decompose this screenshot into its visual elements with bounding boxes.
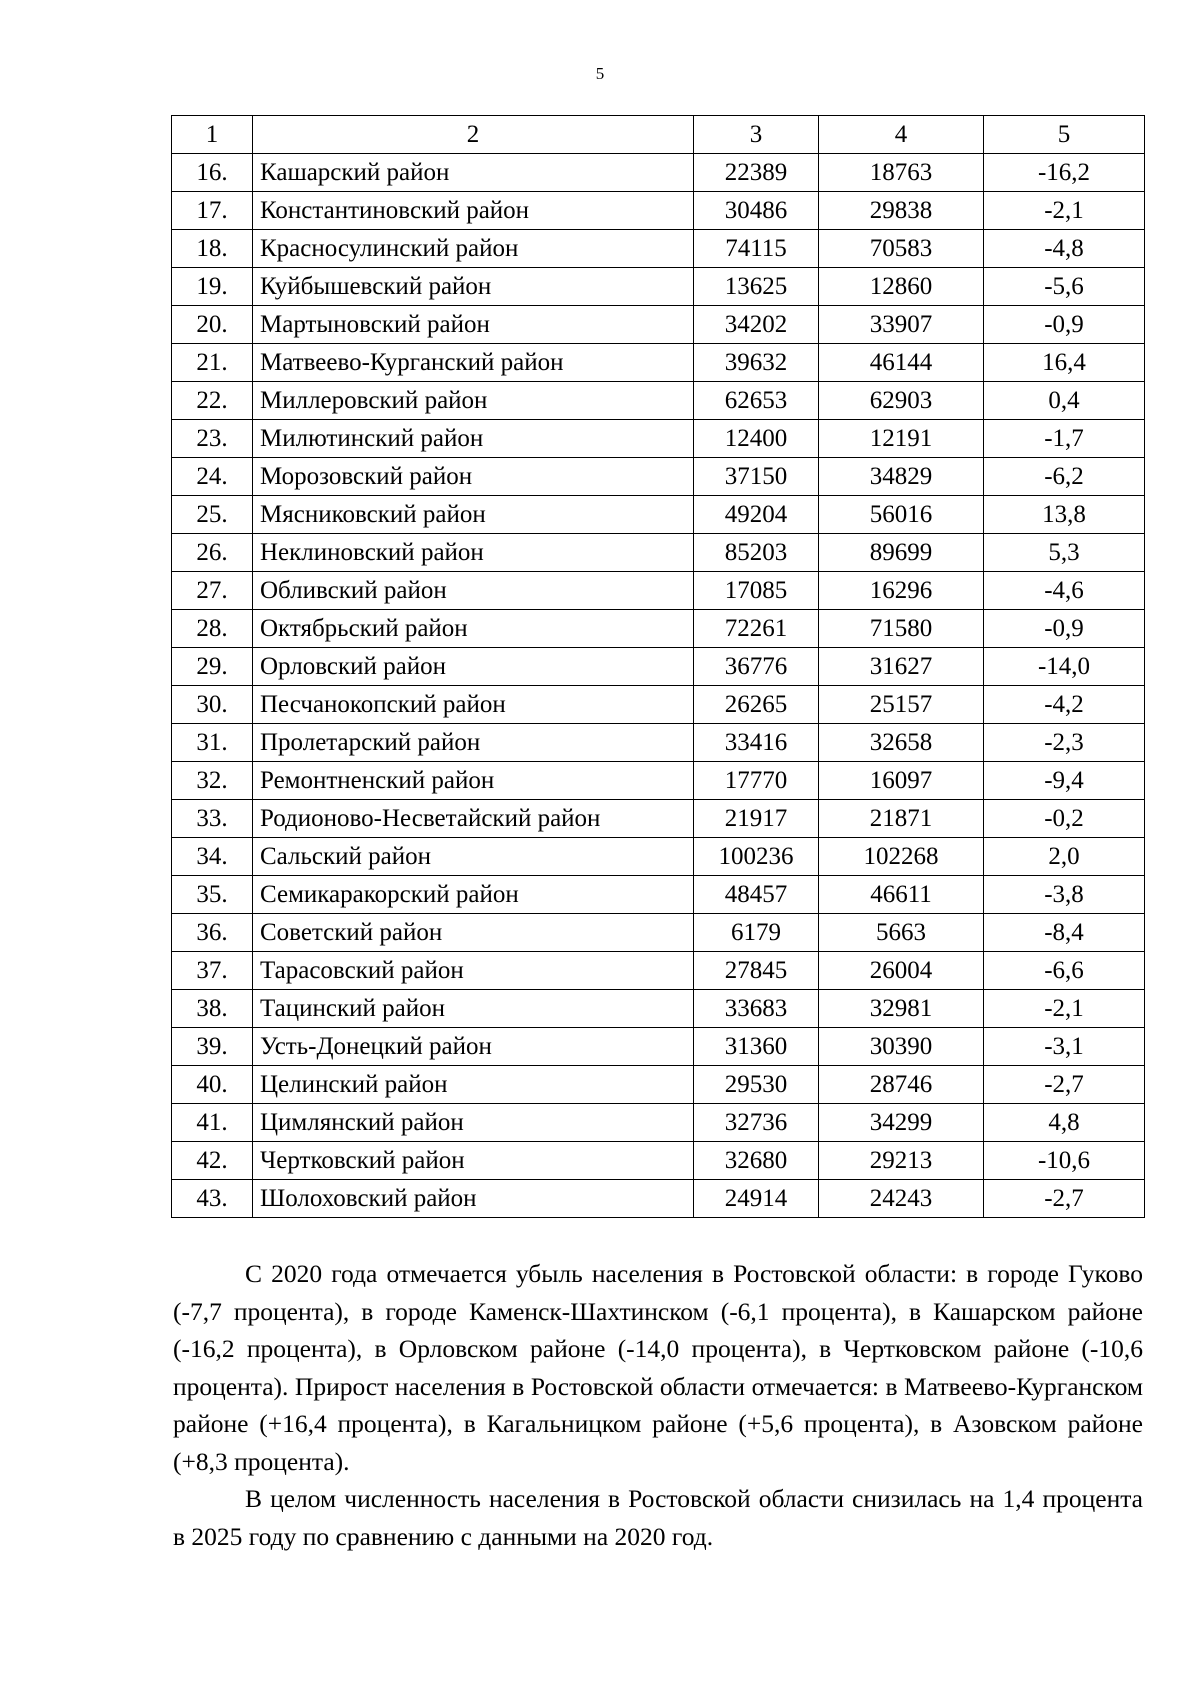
value-col3-cell: 17085 xyxy=(694,572,819,610)
value-col3-cell: 48457 xyxy=(694,876,819,914)
body-text xyxy=(173,1255,1143,1555)
row-number-cell: 40. xyxy=(172,1066,253,1104)
row-number-cell: 25. xyxy=(172,496,253,534)
percent-change-cell: 5,3 xyxy=(984,534,1145,572)
percent-change-cell: -6,2 xyxy=(984,458,1145,496)
district-name-cell: Тарасовский район xyxy=(253,952,694,990)
district-name-cell: Советский район xyxy=(253,914,694,952)
percent-change-cell: -6,6 xyxy=(984,952,1145,990)
value-col4-cell: 16097 xyxy=(819,762,984,800)
table-row xyxy=(172,268,1145,306)
district-name-cell: Родионово-Несветайский район xyxy=(253,800,694,838)
value-col3-cell: 26265 xyxy=(694,686,819,724)
percent-change-cell: -2,1 xyxy=(984,192,1145,230)
value-col3-cell: 29530 xyxy=(694,1066,819,1104)
row-number-cell: 18. xyxy=(172,230,253,268)
table-row xyxy=(172,1142,1145,1180)
percent-change-cell: -14,0 xyxy=(984,648,1145,686)
value-col3-cell: 13625 xyxy=(694,268,819,306)
value-col4-cell: 33907 xyxy=(819,306,984,344)
value-col3-cell: 39632 xyxy=(694,344,819,382)
value-col4-cell: 34829 xyxy=(819,458,984,496)
value-col3-cell: 33416 xyxy=(694,724,819,762)
paragraph: В целом численность населения в Ростовской области снизилась на 1,4 процента в 2025 году по сравнению с данными на 2020 год. xyxy=(173,1484,1143,1551)
row-number-cell: 17. xyxy=(172,192,253,230)
percent-change-cell: -10,6 xyxy=(984,1142,1145,1180)
district-name-cell: Усть-Донецкий район xyxy=(253,1028,694,1066)
column-header: 2 xyxy=(253,116,694,154)
district-name-cell: Миллеровский район xyxy=(253,382,694,420)
row-number-cell: 22. xyxy=(172,382,253,420)
row-number-cell: 35. xyxy=(172,876,253,914)
row-number-cell: 20. xyxy=(172,306,253,344)
row-number-cell: 38. xyxy=(172,990,253,1028)
value-col3-cell: 30486 xyxy=(694,192,819,230)
value-col4-cell: 21871 xyxy=(819,800,984,838)
row-number-cell: 36. xyxy=(172,914,253,952)
value-col4-cell: 16296 xyxy=(819,572,984,610)
row-number-cell: 31. xyxy=(172,724,253,762)
table-header-row xyxy=(172,116,1145,154)
value-col3-cell: 85203 xyxy=(694,534,819,572)
table-row xyxy=(172,1180,1145,1218)
column-header: 1 xyxy=(172,116,253,154)
table-row xyxy=(172,572,1145,610)
row-number-cell: 27. xyxy=(172,572,253,610)
value-col3-cell: 62653 xyxy=(694,382,819,420)
value-col3-cell: 22389 xyxy=(694,154,819,192)
percent-change-cell: 16,4 xyxy=(984,344,1145,382)
table-row xyxy=(172,496,1145,534)
value-col4-cell: 31627 xyxy=(819,648,984,686)
table-row xyxy=(172,838,1145,876)
table-row xyxy=(172,192,1145,230)
row-number-cell: 42. xyxy=(172,1142,253,1180)
district-name-cell: Сальский район xyxy=(253,838,694,876)
value-col4-cell: 5663 xyxy=(819,914,984,952)
district-name-cell: Неклиновский район xyxy=(253,534,694,572)
value-col3-cell: 12400 xyxy=(694,420,819,458)
district-name-cell: Семикаракорский район xyxy=(253,876,694,914)
table-row xyxy=(172,306,1145,344)
table-row xyxy=(172,382,1145,420)
value-col3-cell: 49204 xyxy=(694,496,819,534)
percent-change-cell: -2,3 xyxy=(984,724,1145,762)
district-name-cell: Мартыновский район xyxy=(253,306,694,344)
row-number-cell: 16. xyxy=(172,154,253,192)
district-name-cell: Ремонтненский район xyxy=(253,762,694,800)
row-number-cell: 34. xyxy=(172,838,253,876)
table-row xyxy=(172,534,1145,572)
column-header: 5 xyxy=(984,116,1145,154)
table-body xyxy=(172,154,1145,1218)
paragraph: С 2020 года отмечается убыль населения в Ростовской области: в городе Гуково (-7,7 процента), в городе Каменск-Шахтинском (-6,1 процента), в Кашарском районе (-16,2 процента), в Орловском районе (-14,0 процента), в Чертковском районе (-10,6 процента). Прирост населения в Ростовской области отмечается: в Матвеево-Курганском районе (+16,4 процента), в Кагальницком районе (+5,6 процента), в Азовском районе (+8,3 процента). xyxy=(173,1259,1143,1476)
value-col3-cell: 34202 xyxy=(694,306,819,344)
row-number-cell: 39. xyxy=(172,1028,253,1066)
district-name-cell: Морозовский район xyxy=(253,458,694,496)
row-number-cell: 33. xyxy=(172,800,253,838)
value-col4-cell: 34299 xyxy=(819,1104,984,1142)
table-row xyxy=(172,686,1145,724)
district-name-cell: Тацинский район xyxy=(253,990,694,1028)
value-col4-cell: 29838 xyxy=(819,192,984,230)
district-name-cell: Целинский район xyxy=(253,1066,694,1104)
page-number: 5 xyxy=(595,64,605,83)
value-col3-cell: 17770 xyxy=(694,762,819,800)
district-name-cell: Куйбышевский район xyxy=(253,268,694,306)
value-col4-cell: 12191 xyxy=(819,420,984,458)
table-row xyxy=(172,230,1145,268)
value-col4-cell: 32658 xyxy=(819,724,984,762)
value-col4-cell: 102268 xyxy=(819,838,984,876)
value-col3-cell: 72261 xyxy=(694,610,819,648)
table-row xyxy=(172,458,1145,496)
value-col4-cell: 18763 xyxy=(819,154,984,192)
value-col4-cell: 56016 xyxy=(819,496,984,534)
value-col3-cell: 31360 xyxy=(694,1028,819,1066)
row-number-cell: 30. xyxy=(172,686,253,724)
value-col4-cell: 32981 xyxy=(819,990,984,1028)
percent-change-cell: 0,4 xyxy=(984,382,1145,420)
value-col3-cell: 27845 xyxy=(694,952,819,990)
district-name-cell: Чертковский район xyxy=(253,1142,694,1180)
table-row xyxy=(172,420,1145,458)
value-col3-cell: 6179 xyxy=(694,914,819,952)
row-number-cell: 37. xyxy=(172,952,253,990)
table-row xyxy=(172,914,1145,952)
percent-change-cell: 13,8 xyxy=(984,496,1145,534)
percent-change-cell: -4,8 xyxy=(984,230,1145,268)
percent-change-cell: -4,6 xyxy=(984,572,1145,610)
value-col3-cell: 32736 xyxy=(694,1104,819,1142)
percent-change-cell: -1,7 xyxy=(984,420,1145,458)
value-col3-cell: 21917 xyxy=(694,800,819,838)
row-number-cell: 41. xyxy=(172,1104,253,1142)
district-name-cell: Обливский район xyxy=(253,572,694,610)
value-col3-cell: 24914 xyxy=(694,1180,819,1218)
percent-change-cell: -3,8 xyxy=(984,876,1145,914)
value-col4-cell: 29213 xyxy=(819,1142,984,1180)
percent-change-cell: -5,6 xyxy=(984,268,1145,306)
value-col4-cell: 89699 xyxy=(819,534,984,572)
percent-change-cell: -0,9 xyxy=(984,306,1145,344)
value-col4-cell: 12860 xyxy=(819,268,984,306)
percent-change-cell: -4,2 xyxy=(984,686,1145,724)
percent-change-cell: -2,1 xyxy=(984,990,1145,1028)
row-number-cell: 23. xyxy=(172,420,253,458)
row-number-cell: 19. xyxy=(172,268,253,306)
value-col3-cell: 37150 xyxy=(694,458,819,496)
district-name-cell: Красносулинский район xyxy=(253,230,694,268)
table-row xyxy=(172,610,1145,648)
table-row xyxy=(172,876,1145,914)
value-col4-cell: 26004 xyxy=(819,952,984,990)
percent-change-cell: -0,2 xyxy=(984,800,1145,838)
value-col4-cell: 70583 xyxy=(819,230,984,268)
district-name-cell: Октябрьский район xyxy=(253,610,694,648)
row-number-cell: 26. xyxy=(172,534,253,572)
value-col4-cell: 46144 xyxy=(819,344,984,382)
value-col4-cell: 30390 xyxy=(819,1028,984,1066)
district-name-cell: Милютинский район xyxy=(253,420,694,458)
percent-change-cell: -9,4 xyxy=(984,762,1145,800)
percent-change-cell: -3,1 xyxy=(984,1028,1145,1066)
table-row xyxy=(172,800,1145,838)
table-row xyxy=(172,1028,1145,1066)
column-header: 3 xyxy=(694,116,819,154)
value-col4-cell: 46611 xyxy=(819,876,984,914)
table-row xyxy=(172,990,1145,1028)
percent-change-cell: -2,7 xyxy=(984,1066,1145,1104)
column-header: 4 xyxy=(819,116,984,154)
district-name-cell: Цимлянский район xyxy=(253,1104,694,1142)
row-number-cell: 32. xyxy=(172,762,253,800)
table-row xyxy=(172,648,1145,686)
value-col4-cell: 62903 xyxy=(819,382,984,420)
district-name-cell: Песчанокопский район xyxy=(253,686,694,724)
table-row xyxy=(172,154,1145,192)
value-col4-cell: 71580 xyxy=(819,610,984,648)
value-col3-cell: 74115 xyxy=(694,230,819,268)
table-row xyxy=(172,1066,1145,1104)
value-col4-cell: 28746 xyxy=(819,1066,984,1104)
value-col4-cell: 25157 xyxy=(819,686,984,724)
value-col3-cell: 32680 xyxy=(694,1142,819,1180)
percent-change-cell: -0,9 xyxy=(984,610,1145,648)
table-row xyxy=(172,724,1145,762)
row-number-cell: 29. xyxy=(172,648,253,686)
table-row xyxy=(172,952,1145,990)
district-name-cell: Константиновский район xyxy=(253,192,694,230)
percent-change-cell: -8,4 xyxy=(984,914,1145,952)
population-table xyxy=(171,115,1145,1218)
percent-change-cell: 2,0 xyxy=(984,838,1145,876)
district-name-cell: Матвеево-Курганский район xyxy=(253,344,694,382)
percent-change-cell: -16,2 xyxy=(984,154,1145,192)
value-col3-cell: 36776 xyxy=(694,648,819,686)
value-col4-cell: 24243 xyxy=(819,1180,984,1218)
value-col3-cell: 33683 xyxy=(694,990,819,1028)
row-number-cell: 43. xyxy=(172,1180,253,1218)
table-row xyxy=(172,1104,1145,1142)
district-name-cell: Шолоховский район xyxy=(253,1180,694,1218)
value-col3-cell: 100236 xyxy=(694,838,819,876)
district-name-cell: Мясниковский район xyxy=(253,496,694,534)
row-number-cell: 21. xyxy=(172,344,253,382)
percent-change-cell: -2,7 xyxy=(984,1180,1145,1218)
row-number-cell: 28. xyxy=(172,610,253,648)
district-name-cell: Пролетарский район xyxy=(253,724,694,762)
district-name-cell: Кашарский район xyxy=(253,154,694,192)
table-row xyxy=(172,344,1145,382)
district-name-cell: Орловский район xyxy=(253,648,694,686)
percent-change-cell: 4,8 xyxy=(984,1104,1145,1142)
table-row xyxy=(172,762,1145,800)
row-number-cell: 24. xyxy=(172,458,253,496)
